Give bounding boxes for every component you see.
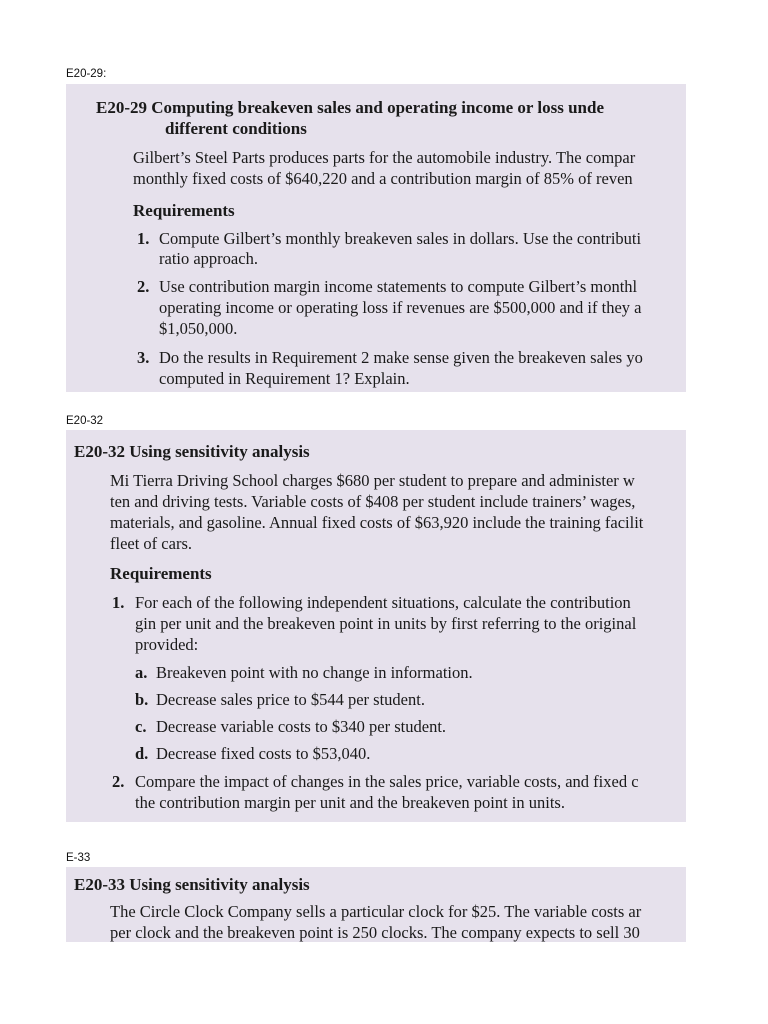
- requirement-text: operating income or operating loss if revenues are $500,000 and if they a: [159, 298, 642, 317]
- exercise-box-e20-32: [66, 430, 686, 822]
- requirement-text: Compare the impact of changes in the sales price, variable costs, and fixed c: [135, 772, 639, 791]
- requirement-number: 2.: [137, 277, 150, 296]
- requirements-heading: Requirements: [110, 564, 212, 583]
- exercise-title: E20-29 Computing breakeven sales and operating income or loss unde: [96, 98, 604, 117]
- body-line: per clock and the breakeven point is 250 clocks. The company expects to sell 30: [110, 923, 640, 942]
- subitem-text: Breakeven point with no change in information.: [156, 663, 473, 682]
- subitem-letter: a.: [135, 663, 148, 682]
- requirement-text: ratio approach.: [159, 249, 258, 268]
- subitem-text: Decrease fixed costs to $53,040.: [156, 744, 371, 763]
- subitem-letter: d.: [135, 744, 149, 763]
- exercise-box-e20-33: [66, 867, 686, 942]
- exercise-title: E20-33 Using sensitivity analysis: [74, 875, 310, 894]
- body-line: The Circle Clock Company sells a particular clock for $25. The variable costs ar: [110, 902, 642, 921]
- requirement-number: 3.: [137, 348, 150, 367]
- exercise-title: E20-32 Using sensitivity analysis: [74, 442, 310, 461]
- body-line: monthly fixed costs of $640,220 and a contribution margin of 85% of reven: [133, 169, 633, 188]
- body-line: fleet of cars.: [110, 534, 192, 553]
- section-label-e-33: E-33: [66, 852, 91, 864]
- requirement-text: provided:: [135, 635, 199, 654]
- subitem-letter: c.: [135, 717, 147, 736]
- exercise-box-e20-29: [66, 84, 686, 392]
- requirement-text: computed in Requirement 1? Explain.: [159, 369, 410, 388]
- requirement-text: Compute Gilbert’s monthly breakeven sales in dollars. Use the contributi: [159, 229, 642, 248]
- subitem-text: Decrease sales price to $544 per student.: [156, 690, 425, 709]
- section-label-e20-29: E20-29:: [66, 68, 107, 80]
- requirement-text: Do the results in Requirement 2 make sense given the breakeven sales yo: [159, 348, 643, 367]
- body-line: Gilbert’s Steel Parts produces parts for the automobile industry. The compar: [133, 148, 636, 167]
- requirement-text: For each of the following independent situations, calculate the contribution: [135, 593, 631, 612]
- requirement-text: the contribution margin per unit and the breakeven point in units.: [135, 793, 565, 812]
- requirements-heading: Requirements: [133, 201, 235, 220]
- requirement-number: 2.: [112, 772, 125, 791]
- exercise-title-cont: different conditions: [165, 119, 307, 138]
- requirement-number: 1.: [137, 229, 150, 248]
- body-line: ten and driving tests. Variable costs of $408 per student include trainers’ wages,: [110, 492, 636, 511]
- requirement-text: gin per unit and the breakeven point in units by first referring to the original: [135, 614, 637, 633]
- body-line: Mi Tierra Driving School charges $680 per student to prepare and administer w: [110, 471, 635, 490]
- subitem-text: Decrease variable costs to $340 per student.: [156, 717, 447, 736]
- section-label-e20-32: E20-32: [66, 415, 104, 427]
- requirement-text: $1,050,000.: [159, 319, 238, 338]
- requirement-number: 1.: [112, 593, 125, 612]
- body-line: materials, and gasoline. Annual fixed costs of $63,920 include the training facilit: [110, 513, 644, 532]
- subitem-letter: b.: [135, 690, 149, 709]
- requirement-text: Use contribution margin income statements to compute Gilbert’s monthl: [159, 277, 638, 296]
